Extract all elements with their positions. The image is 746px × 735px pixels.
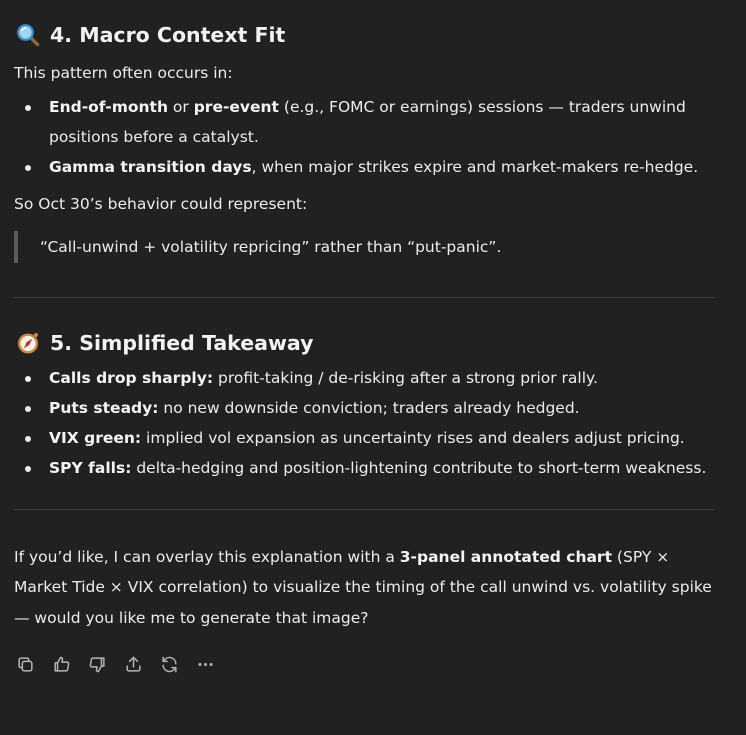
copy-icon [16, 655, 35, 674]
list-text: implied vol expansion as uncertainty rises and dealers adjust pricing. [141, 428, 685, 447]
list-item [49, 453, 714, 483]
thumbs-down-icon [88, 655, 107, 674]
conclusion-text: So Oct 30’s behavior could represent: [14, 194, 308, 213]
quote-text: “Call-unwind + volatility repricing” rather than “put-panic”. [40, 238, 502, 257]
more-icon [196, 655, 215, 674]
divider [14, 297, 714, 298]
list-item [49, 92, 714, 152]
thumbs-down-button[interactable] [86, 653, 108, 675]
closing-paragraph [14, 542, 714, 634]
copy-button[interactable] [14, 653, 36, 675]
list-text: or [167, 97, 194, 116]
list-text: (e.g., FOMC or earnings) sessions — traders unwind positions before a catalyst. [49, 97, 686, 146]
more-options-button[interactable] [194, 653, 216, 675]
bold-term: Calls drop sharply: [49, 368, 214, 387]
list-text: profit-taking / de-risking after a strong prior rally. [213, 368, 598, 387]
regenerate-button[interactable] [158, 653, 180, 675]
section-macro-context [14, 22, 714, 263]
section-takeaway [14, 330, 714, 483]
regenerate-icon [160, 655, 179, 674]
bold-term: 3-panel annotated chart [399, 547, 612, 566]
list-text: , when major strikes expire and market-makers re-hedge. [251, 157, 699, 176]
list-item [49, 152, 714, 182]
divider [14, 509, 714, 510]
magnifying-glass-icon [16, 23, 40, 47]
message-actions [14, 653, 714, 675]
intro-text: This pattern often occurs in: [14, 63, 233, 82]
bold-term: Gamma transition days [49, 157, 252, 176]
share-icon [124, 655, 143, 674]
blockquote [14, 231, 714, 263]
section-heading [14, 330, 714, 357]
section-heading [14, 22, 714, 49]
bold-term: pre-event [193, 97, 279, 116]
compass-icon [16, 331, 40, 355]
list-text: delta-hedging and position-lightening contribute to short-term weakness. [131, 458, 707, 477]
bold-term: VIX green: [49, 428, 142, 447]
closing-text: If you’d like, I can overlay this explanation with a [14, 547, 400, 566]
thumbs-up-icon [52, 655, 71, 674]
closing-text: (SPY × Market Tide × VIX correlation) to visualize the timing of the call unwind vs. volatility spike — would you like me to generate that image? [14, 547, 712, 627]
bullet-list [14, 92, 714, 182]
list-text: no new downside conviction; traders already hedged. [158, 398, 580, 417]
bullet-list [14, 363, 714, 483]
bold-term: Puts steady: [49, 398, 159, 417]
thumbs-up-button[interactable] [50, 653, 72, 675]
share-button[interactable] [122, 653, 144, 675]
bold-term: SPY falls: [49, 458, 132, 477]
section-heading-text: 4. Macro Context Fit [50, 23, 286, 47]
section-heading-text: 5. Simplified Takeaway [50, 331, 314, 356]
list-item [49, 423, 714, 453]
bold-term: End-of-month [49, 97, 168, 116]
list-item [49, 393, 714, 423]
list-item [49, 363, 714, 393]
